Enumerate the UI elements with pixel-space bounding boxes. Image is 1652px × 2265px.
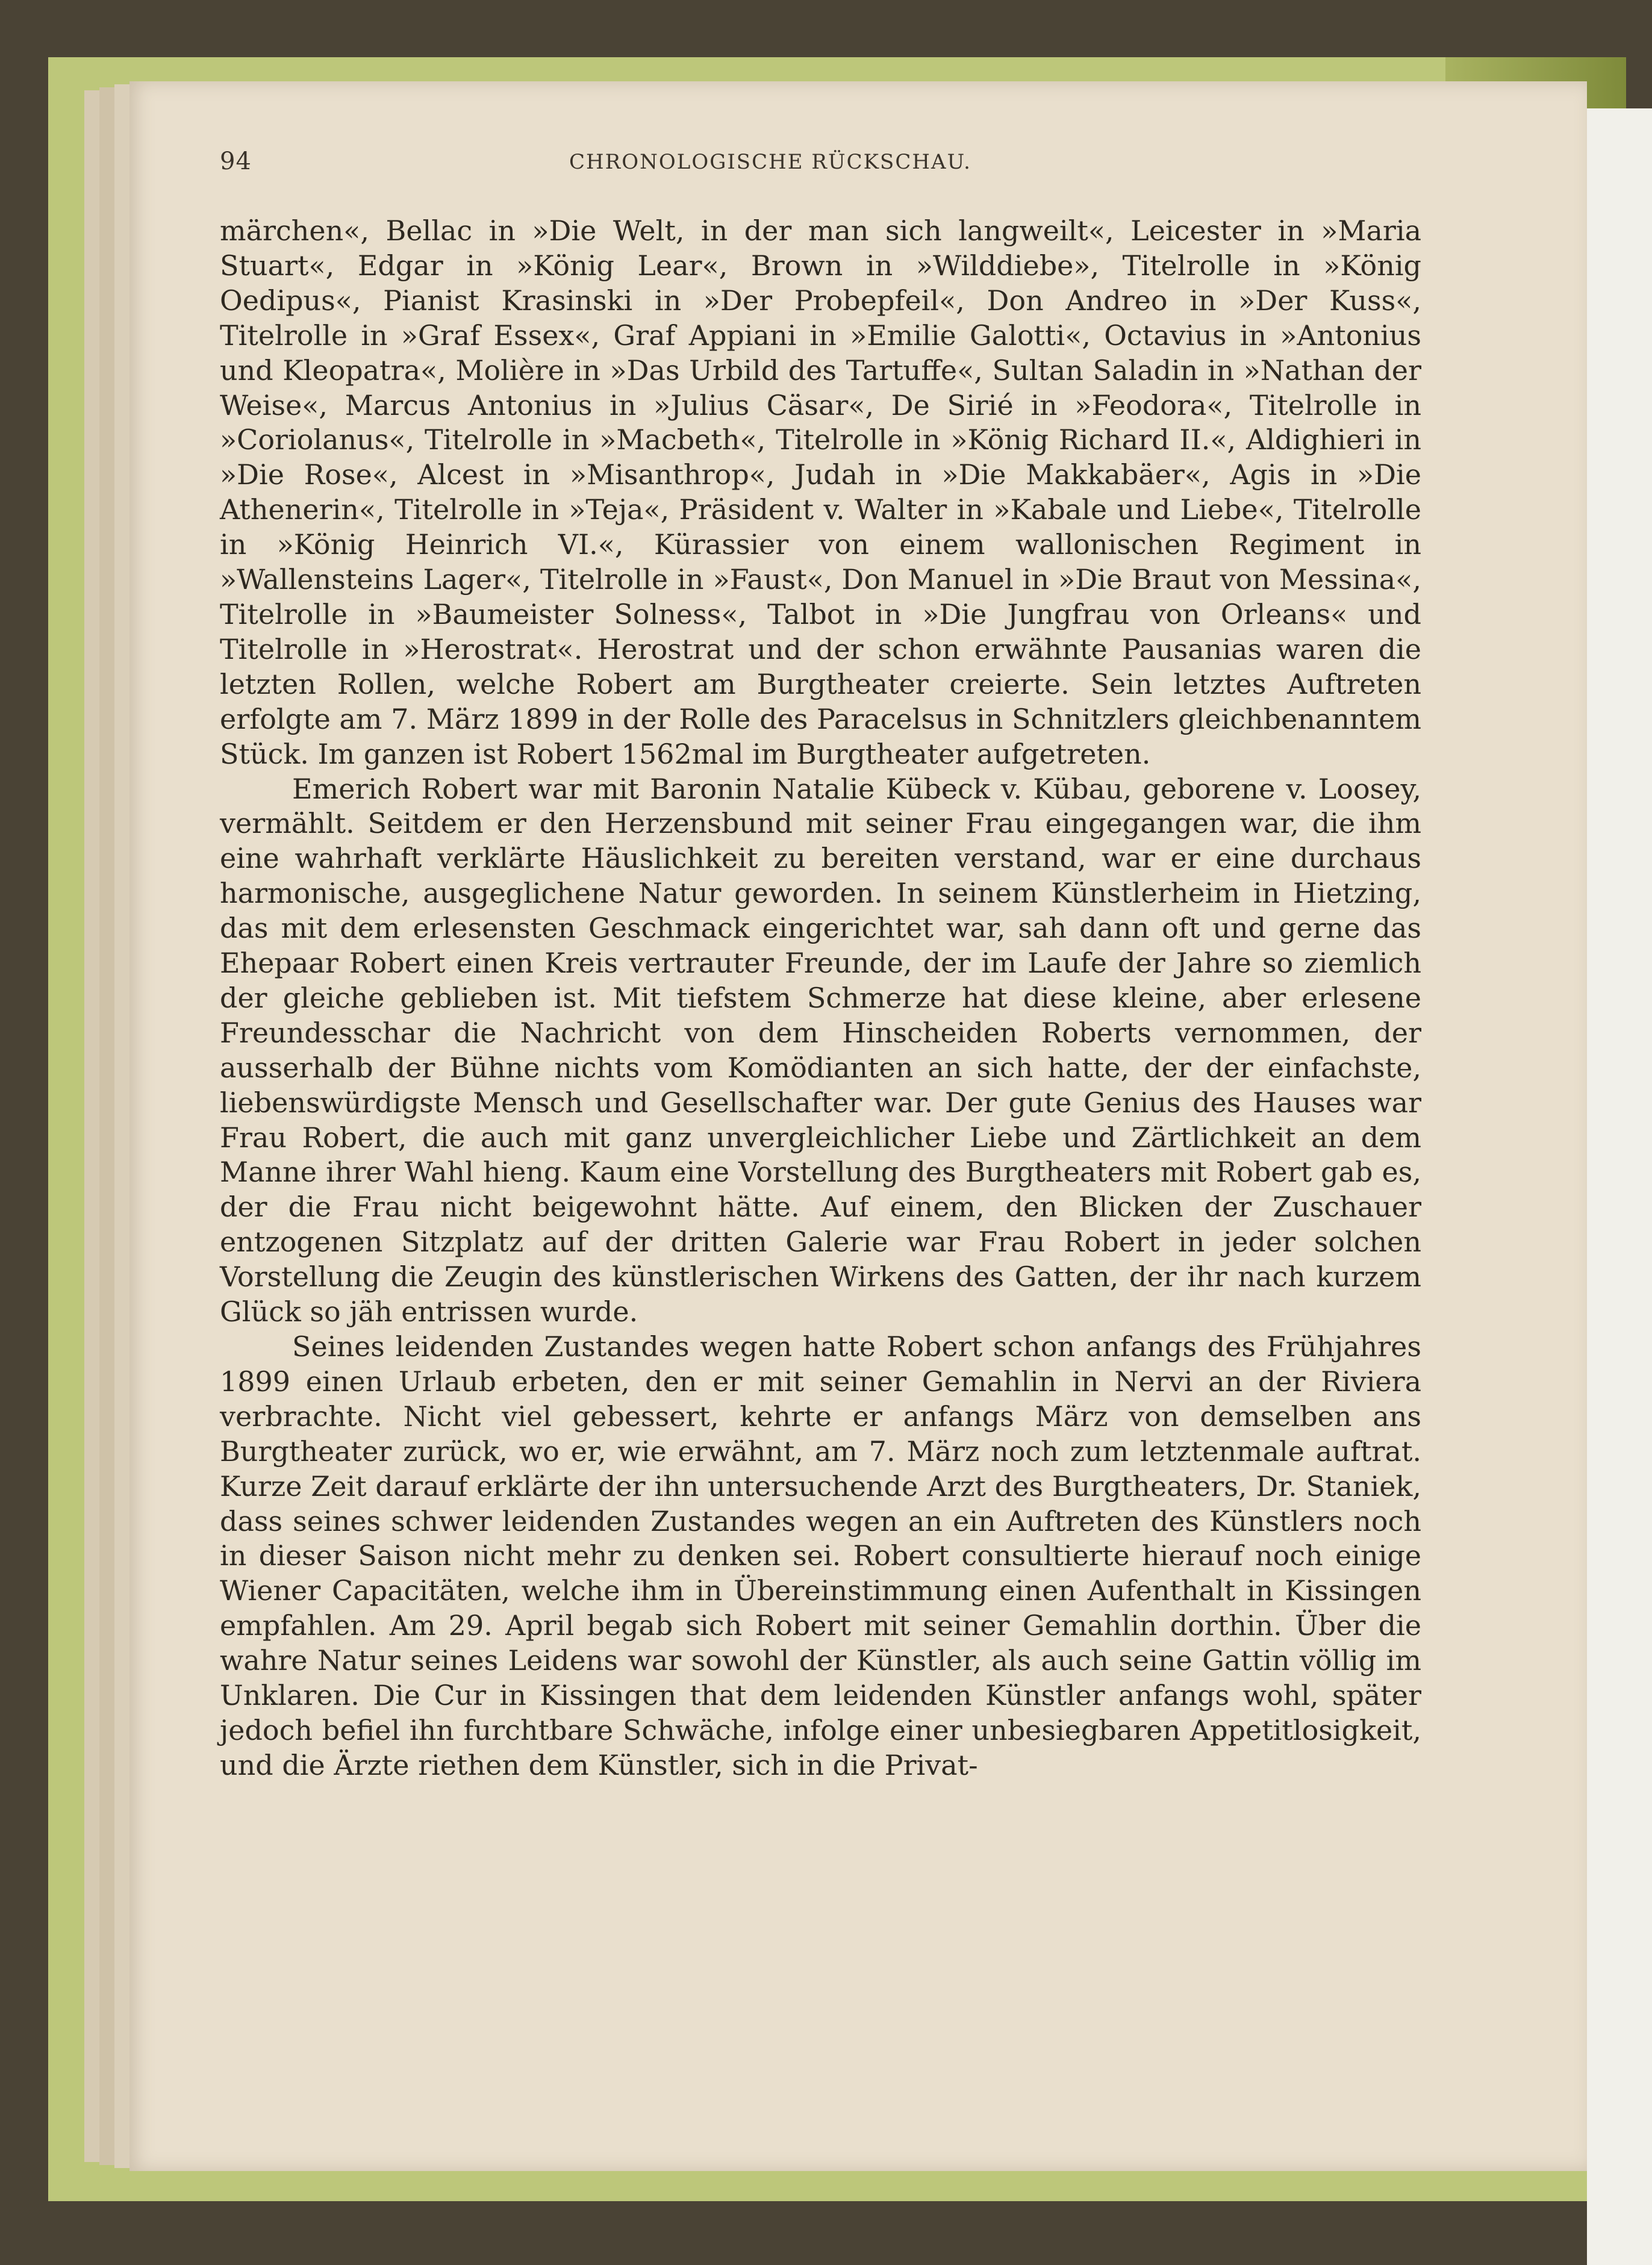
- background-strip: [1587, 108, 1652, 2265]
- paragraph-1: märchen«, Bellac in »Die Welt, in der man sich langweilt«, Leicester in »Maria Stuart«, Edgar in »König Lear«, Brown in »Wilddiebe», Titelrolle in »König Oedipus«, Pianist Krasinski in »Der Probepfeil«, Don Andreo in »Der Kuss«, Titelrolle in »Graf Essex«, Graf Appiani in »Emilie Galotti«, Octavius in »Antonius und Kleopatra«, Molière in »Das Urbild des Tartuffe«, Sultan Saladin in »Nathan der Weise«, Marcus Antonius in »Julius Cäsar«, De Sirié in »Feodora«, Titelrolle in »Coriolanus«, Titelrolle in »Macbeth«, Titelrolle in »König Richard II.«, Aldighieri in »Die Rose«, Alcest in »Misanthrop«, Judah in »Die Makkabäer«, Agis in »Die Athenerin«, Titelrolle in »Teja«, Präsident v. Walter in »Kabale und Liebe«, Titelrolle in »König Heinrich VI.«, Kürassier von einem wallonischen Regiment in »Wallensteins Lager«, Titelrolle in »Faust«, Don Manuel in »Die Braut von Messina«, Titelrolle in »Baumeister Solness«, Talbot in »Die Jungfrau von Orleans« und Titelrolle in »Herostrat«. Herostrat und der schon erwähnte Pausanias waren die letzten Rollen, welche Robert am Burgtheater creierte. Sein letztes Auftreten erfolgte am 7. März 1899 in der Rolle des Paracelsus in Schnitzlers gleichbenanntem Stück. Im ganzen ist Robert 1562mal im Burgtheater aufgetreten.: [220, 214, 1421, 770]
- paragraph-3: Seines leidenden Zustandes wegen hatte Robert schon anfangs des Frühjahres 1899 einen Urlaub erbeten, den er mit seiner Gemahlin in Nervi an der Riviera verbrachte. Nicht viel gebessert, kehrte er anfangs März von demselben ans Burgtheater zurück, wo er, wie erwähnt, am 7. März noch zum letztenmale auftrat. Kurze Zeit darauf erklärte der ihn untersuchende Arzt des Burgtheaters, Dr. Staniek, dass seines schwer leidenden Zustandes wegen an ein Auftreten des Künstlers noch in dieser Saison nicht mehr zu denken sei. Robert consultierte hierauf noch einige Wiener Capacitäten, welche ihm in Übereinstimmung einen Aufenthalt in Kissingen empfahlen. Am 29. April begab sich Robert mit seiner Gemahlin dorthin. Über die wahre Natur seines Leidens war sowohl der Künstler, als auch seine Gattin völlig im Unklaren. Die Cur in Kissingen that dem leidenden Künstler anfangs wohl, später jedoch befiel ihn furchtbare Schwäche, infolge einer unbesiegbaren Appetitlosigkeit, und die Ärzte riethen dem Künstler, sich in die Privat-: [220, 1330, 1421, 1781]
- body-text: [220, 214, 1421, 1783]
- running-head: CHRONOLOGISCHE RÜCKSCHAU.: [569, 150, 971, 174]
- paragraph-2: Emerich Robert war mit Baronin Natalie Kübeck v. Kübau, geborene v. Loosey, vermählt. Seitdem er den Herzensbund mit seiner Frau eingegangen war, die ihm eine wahrhaft verklärte Häuslichkeit zu bereiten verstand, war er eine durchaus harmonische, ausgeglichene Natur geworden. In seinem Künstlerheim in Hietzing, das mit dem erlesensten Geschmack eingerichtet war, sah dann oft und gerne das Ehepaar Robert einen Kreis vertrauter Freunde, der im Laufe der Jahre so ziemlich der gleiche geblieben ist. Mit tiefstem Schmerze hat diese kleine, aber erlesene Freundesschar die Nachricht von dem Hinscheiden Roberts vernommen, der ausserhalb der Bühne nichts vom Komödianten an sich hatte, der der einfachste, liebenswürdigste Mensch und Gesellschafter war. Der gute Genius des Hauses war Frau Robert, die auch mit ganz unvergleichlicher Liebe und Zärtlichkeit an dem Manne ihrer Wahl hieng. Kaum eine Vorstellung des Burgtheaters mit Robert gab es, der die Frau nicht beigewohnt hätte. Auf einem, den Blicken der Zuschauer entzogenen Sitzplatz auf der dritten Galerie war Frau Robert in jeder solchen Vorstellung die Zeugin des künstlerischen Wirkens des Gatten, der ihr nach kurzem Glück so jäh entrissen wurde.: [220, 772, 1421, 1329]
- page-header: [0, 148, 1652, 184]
- page-number: 94: [220, 148, 252, 175]
